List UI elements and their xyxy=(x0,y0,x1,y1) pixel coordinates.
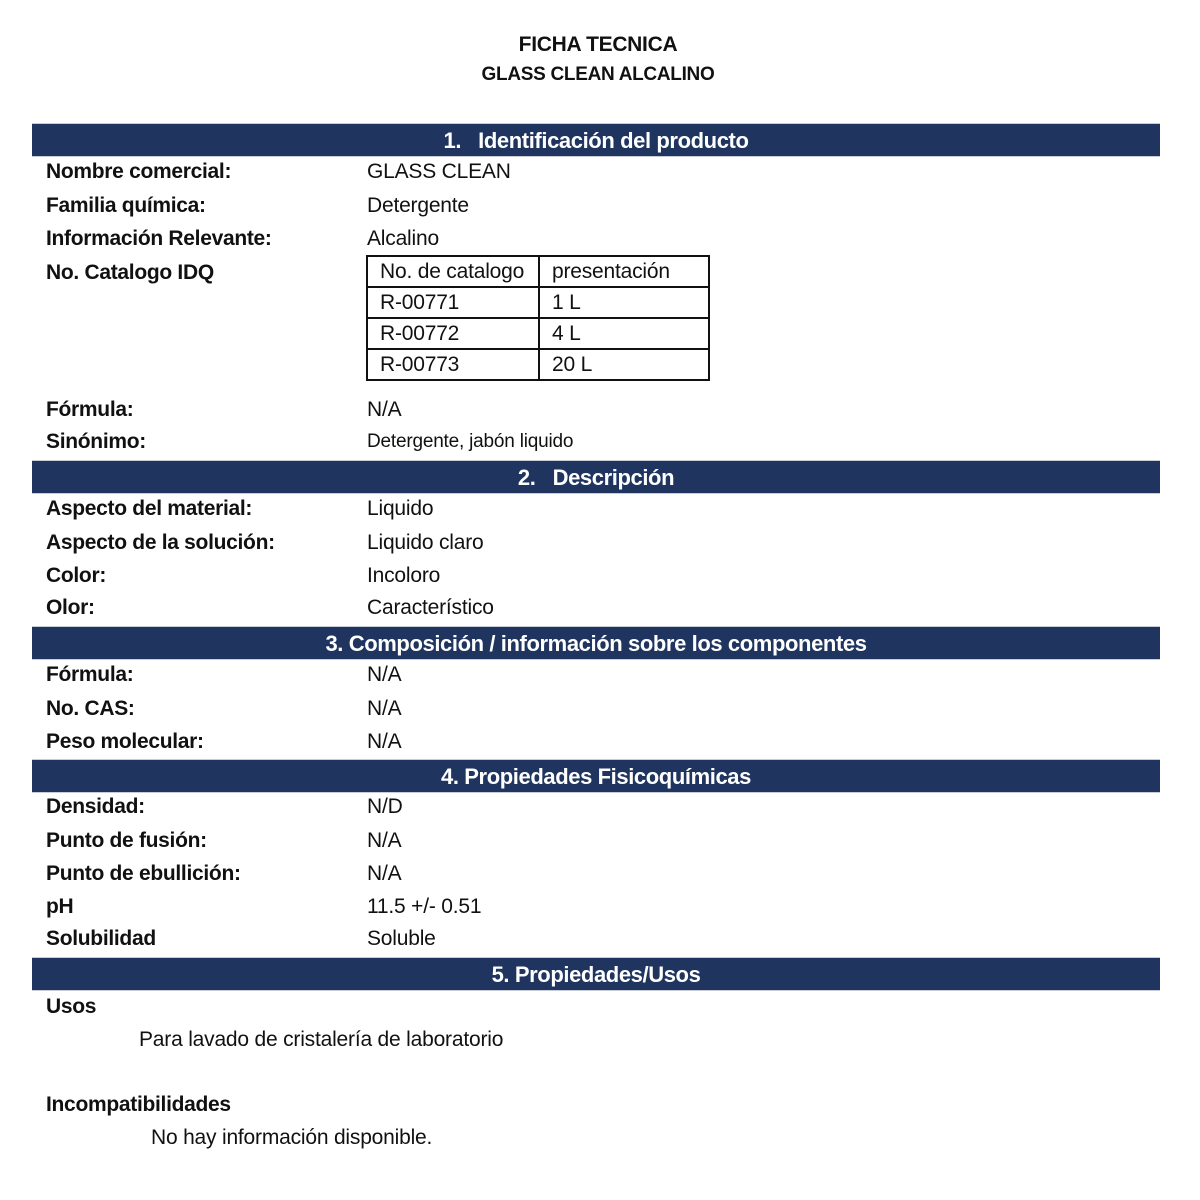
label-peso-molecular: Peso molecular: xyxy=(46,730,204,753)
section-header-identificacion: 1. Identificación del producto xyxy=(32,123,1160,157)
value-punto-ebullicion: N/A xyxy=(367,862,402,885)
table-row xyxy=(367,318,709,349)
label-punto-fusion: Punto de fusión: xyxy=(46,829,207,852)
label-aspecto-solucion: Aspecto de la solución: xyxy=(46,531,275,554)
value-nombre-comercial: GLASS CLEAN xyxy=(367,160,511,183)
value-olor: Característico xyxy=(367,596,494,619)
value-punto-fusion: N/A xyxy=(367,829,402,852)
document-subtitle: GLASS CLEAN ALCALINO xyxy=(481,64,715,85)
value-densidad: N/D xyxy=(367,795,403,818)
label-aspecto-material: Aspecto del material: xyxy=(46,497,253,520)
label-formula: Fórmula: xyxy=(46,398,134,421)
table-row xyxy=(367,287,709,318)
value-formula-composicion: N/A xyxy=(367,663,402,686)
label-familia-quimica: Familia química: xyxy=(46,194,206,217)
label-usos: Usos xyxy=(46,995,97,1018)
value-ph: 11.5 +/- 0.51 xyxy=(367,895,482,918)
catalog-cell-numero: R-00771 xyxy=(367,287,539,318)
label-nombre-comercial: Nombre comercial: xyxy=(46,160,232,183)
label-color: Color: xyxy=(46,564,107,587)
value-formula: N/A xyxy=(367,398,402,421)
catalog-col-header-numero: No. de catalogo xyxy=(367,256,539,287)
section-header-composicion: 3. Composición / información sobre los componentes xyxy=(32,626,1160,660)
value-sinonimo: Detergente, jabón liquido xyxy=(367,431,574,452)
label-ph: pH xyxy=(46,895,74,918)
section-header-propiedades-usos: 5. Propiedades/Usos xyxy=(32,957,1160,991)
label-sinonimo: Sinónimo: xyxy=(46,430,146,453)
value-aspecto-solucion: Liquido claro xyxy=(367,531,484,554)
catalog-table-header-row xyxy=(367,256,709,287)
label-informacion-relevante: Información Relevante: xyxy=(46,227,272,250)
section-header-descripcion: 2. Descripción xyxy=(32,460,1160,494)
label-punto-ebullicion: Punto de ebullición: xyxy=(46,862,241,885)
value-informacion-relevante: Alcalino xyxy=(367,227,439,250)
usos-text: Para lavado de cristalería de laboratorio xyxy=(139,1028,504,1051)
label-olor: Olor: xyxy=(46,596,95,619)
label-densidad: Densidad: xyxy=(46,795,145,818)
catalog-cell-presentacion: 4 L xyxy=(539,318,709,349)
label-no-catalogo-idq: No. Catalogo IDQ xyxy=(46,261,214,284)
table-row xyxy=(367,349,709,380)
label-incompatibilidades: Incompatibilidades xyxy=(46,1093,231,1116)
value-aspecto-material: Liquido xyxy=(367,497,434,520)
incompatibilidades-text: No hay información disponible. xyxy=(151,1126,433,1149)
value-familia-quimica: Detergente xyxy=(367,194,469,217)
value-solubilidad: Soluble xyxy=(367,927,436,950)
catalog-table xyxy=(366,255,710,381)
value-no-cas: N/A xyxy=(367,697,402,720)
catalog-cell-numero: R-00772 xyxy=(367,318,539,349)
value-color: Incoloro xyxy=(367,564,441,587)
catalog-cell-presentacion: 20 L xyxy=(539,349,709,380)
document-title: FICHA TECNICA xyxy=(518,33,678,56)
label-solubilidad: Solubilidad xyxy=(46,927,156,950)
value-peso-molecular: N/A xyxy=(367,730,402,753)
label-formula-composicion: Fórmula: xyxy=(46,663,134,686)
catalog-cell-numero: R-00773 xyxy=(367,349,539,380)
catalog-col-header-presentacion: presentación xyxy=(539,256,709,287)
catalog-cell-presentacion: 1 L xyxy=(539,287,709,318)
label-no-cas: No. CAS: xyxy=(46,697,135,720)
section-header-propiedades-fisicoquimicas: 4. Propiedades Fisicoquímicas xyxy=(32,759,1160,793)
